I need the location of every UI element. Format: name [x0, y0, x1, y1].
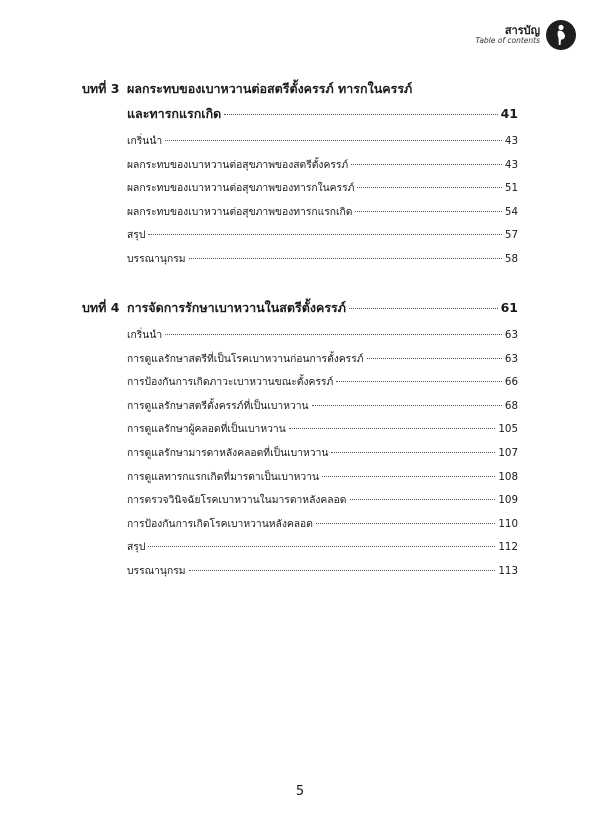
entry-label: การป้องกันการเกิดโรคเบาหวานหลังคลอด — [127, 517, 313, 530]
chapter-3 — [82, 79, 518, 274]
page-header — [476, 20, 576, 50]
entry-page: 43 — [504, 158, 518, 171]
entry-label: สรุป — [127, 229, 146, 242]
page-number: 5 — [295, 784, 305, 799]
header-title: สารบัญ — [504, 23, 540, 37]
chapter-title: การจัดการรักษาเบาหวานในสตรีตั้งครรภ์ — [127, 300, 346, 315]
entry-label: เกริ่นนำ — [127, 329, 163, 341]
entry-page: 43 — [504, 135, 518, 147]
toc-entry[interactable] — [127, 420, 518, 444]
toc-entry[interactable] — [127, 250, 518, 274]
entry-page: 112 — [498, 541, 518, 554]
toc-entry[interactable] — [127, 515, 518, 539]
header-subtitle: Table of contents — [475, 35, 540, 45]
entry-label: บรรณานุกรม — [127, 564, 186, 577]
chapter-number: บทที่ 3 — [82, 81, 120, 96]
chapter-page: 61 — [500, 300, 518, 315]
entry-page: 68 — [504, 399, 518, 412]
toc-entry[interactable] — [127, 132, 518, 156]
chapter-page: 41 — [500, 106, 518, 121]
toc-entry[interactable] — [127, 468, 518, 492]
toc-entry[interactable] — [127, 156, 518, 180]
toc-entry[interactable] — [127, 326, 518, 350]
entry-page: 63 — [504, 352, 518, 365]
entry-page: 105 — [498, 423, 518, 436]
chapter-title: ผลกระทบของเบาหวานต่อสตรีตั้งครรภ์ ทารกในครรภ์ — [127, 81, 413, 96]
entry-page: 51 — [504, 182, 518, 195]
entry-page: 58 — [504, 252, 518, 265]
toc-entry[interactable] — [127, 373, 518, 397]
entry-label: การดูแลรักษาสตรีที่เป็นโรคเบาหวานก่อนการตั้งครรภ์ — [127, 352, 364, 365]
toc-entry[interactable] — [127, 203, 518, 227]
entry-label: การตรวจวินิจฉัยโรคเบาหวานในมารดาหลังคลอด — [127, 494, 347, 507]
entry-page: 63 — [504, 329, 518, 341]
entry-page: 57 — [504, 229, 518, 242]
toc-entry[interactable] — [127, 444, 518, 468]
entry-page: 113 — [498, 564, 518, 577]
entry-page: 108 — [498, 470, 518, 483]
toc-entry[interactable] — [127, 350, 518, 374]
toc-entry[interactable] — [127, 491, 518, 515]
entry-page: 54 — [504, 205, 518, 218]
chapter-title-continued: และทารกแรกเกิด — [127, 106, 222, 121]
entry-label: ผลกระทบของเบาหวานต่อสุขภาพของทารกแรกเกิด — [127, 205, 353, 218]
entry-label: ผลกระทบของเบาหวานต่อสุขภาพของสตรีตั้งครรภ์ — [127, 158, 349, 171]
entry-page: 109 — [498, 494, 518, 507]
entry-label: บรรณานุกรม — [127, 252, 186, 265]
toc-entry[interactable] — [127, 397, 518, 421]
entry-label: การดูแลรักษามารดาหลังคลอดที่เป็นเบาหวาน — [127, 446, 329, 459]
entry-label: ผลกระทบของเบาหวานต่อสุขภาพของทารกในครรภ์ — [127, 182, 355, 195]
toc-entry[interactable] — [127, 179, 518, 203]
entry-label: การดูแลรักษาสตรีตั้งครรภ์ที่เป็นเบาหวาน — [127, 399, 309, 412]
entry-label: เกริ่นนำ — [127, 135, 163, 147]
toc-entry[interactable] — [127, 226, 518, 250]
toc-entry[interactable] — [127, 538, 518, 562]
chapter-number: บทที่ 4 — [82, 300, 120, 315]
chapter-4 — [82, 298, 518, 586]
toc-entry[interactable] — [127, 562, 518, 586]
entry-page: 107 — [498, 446, 518, 459]
pregnant-woman-icon — [546, 20, 576, 50]
entry-label: การดูแลทารกแรกเกิดที่มารดาเป็นเบาหวาน — [127, 470, 320, 483]
entry-page: 110 — [498, 517, 518, 530]
entry-label: สรุป — [127, 541, 146, 554]
entry-label: การป้องกันการเกิดภาวะเบาหวานขณะตั้งครรภ์ — [127, 376, 334, 389]
entry-page: 66 — [504, 376, 518, 389]
entry-label: การดูแลรักษาผู้คลอดที่เป็นเบาหวาน — [127, 423, 286, 436]
